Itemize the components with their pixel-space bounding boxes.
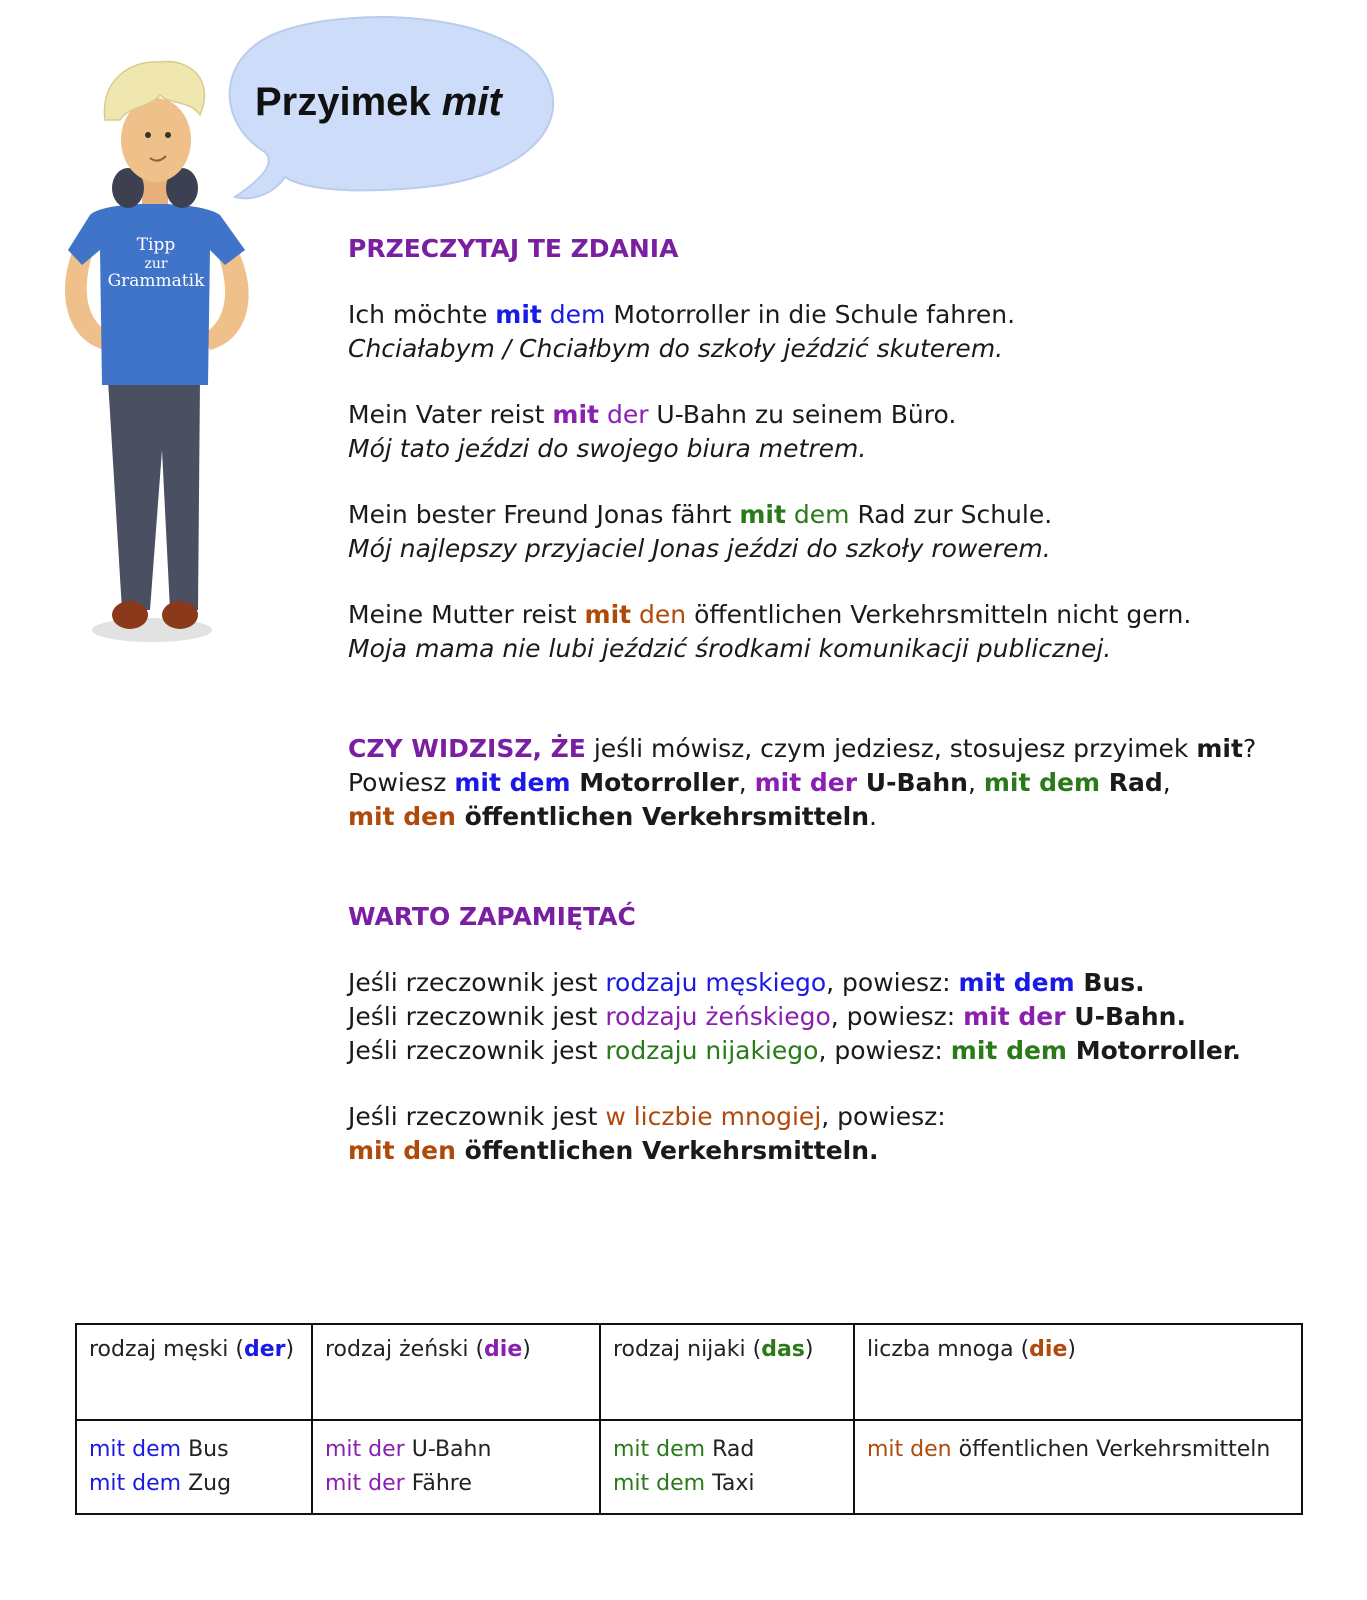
- content: [348, 232, 1348, 1168]
- rule-feminine: Jeśli rzeczownik jest rodzaju żeńskiego, powiesz: mit der U-Bahn.: [348, 1002, 1186, 1031]
- shirt-text-1: Tipp: [136, 235, 176, 255]
- sentence-3: Mein bester Freund Jonas fährt mit dem Rad zur Schule.: [348, 500, 1053, 529]
- summary-table: [75, 1323, 1303, 1515]
- cell-line: mit der Fähre: [325, 1471, 472, 1496]
- cell-plural: [854, 1420, 1302, 1514]
- sentence-2: Mein Vater reist mit der U-Bahn zu seinem Büro.: [348, 400, 957, 429]
- table-row: [76, 1420, 1302, 1514]
- translation-4: Moja mama nie lubi jeździć środkami komunikacji publicznej.: [348, 634, 1112, 663]
- translation-3: Mój najlepszy przyjaciel Jonas jeździ do szkoły rowerem.: [348, 534, 1051, 563]
- section-heading-remember: WARTO ZAPAMIĘTAĆ: [348, 902, 636, 931]
- mascot-illustration: [50, 50, 280, 670]
- cell-line: mit dem Rad: [613, 1437, 755, 1462]
- rule-plural: Jeśli rzeczownik jest w liczbie mnogiej, powiesz:: [348, 1102, 946, 1131]
- rule-masculine: Jeśli rzeczownik jest rodzaju męskiego, powiesz: mit dem Bus.: [348, 968, 1145, 997]
- shirt-text-2: zur: [144, 256, 168, 272]
- rule-plural-example: mit den öffentlichen Verkehrsmitteln.: [348, 1136, 879, 1165]
- header-feminine: rodzaj żeński (die): [312, 1324, 600, 1420]
- page-title: Przyimek mit: [255, 80, 502, 124]
- shirt-text-3: Grammatik: [107, 271, 205, 291]
- table-header-row: [76, 1324, 1302, 1420]
- cell-line: mit der U-Bahn: [325, 1437, 492, 1462]
- rule-neuter: Jeśli rzeczownik jest rodzaju nijakiego, powiesz: mit dem Motorroller.: [348, 1036, 1242, 1065]
- cell-feminine: [312, 1420, 600, 1514]
- header-masculine: rodzaj męski (der): [76, 1324, 312, 1420]
- powiesz-line-2: mit den öffentlichen Verkehrsmitteln.: [348, 802, 877, 831]
- cell-neuter: [600, 1420, 854, 1514]
- header-plural: liczba mnoga (die): [854, 1324, 1302, 1420]
- cell-line: mit dem Zug: [89, 1471, 232, 1496]
- header-neuter: rodzaj nijaki (das): [600, 1324, 854, 1420]
- cell-masculine: [76, 1420, 312, 1514]
- cell-line: mit dem Taxi: [613, 1471, 755, 1496]
- section-heading-read: PRZECZYTAJ TE ZDANIA: [348, 234, 679, 263]
- sentence-4: Meine Mutter reist mit den öffentlichen Verkehrsmitteln nicht gern.: [348, 600, 1192, 629]
- powiesz-line: Powiesz mit dem Motorroller, mit der U-Bahn, mit dem Rad,: [348, 768, 1171, 797]
- translation-1: Chciałabym / Chciałbym do szkoły jeździć skuterem.: [348, 334, 1004, 363]
- translation-2: Mój tato jeździ do swojego biura metrem.: [348, 434, 867, 463]
- sentence-1: Ich möchte mit dem Motorroller in die Schule fahren.: [348, 300, 1016, 329]
- cell-line: mit den öffentlichen Verkehrsmitteln: [867, 1437, 1271, 1462]
- question-paragraph: CZY WIDZISZ, ŻE jeśli mówisz, czym jedziesz, stosujesz przyimek mit?: [348, 734, 1257, 763]
- cell-line: mit dem Bus: [89, 1437, 229, 1462]
